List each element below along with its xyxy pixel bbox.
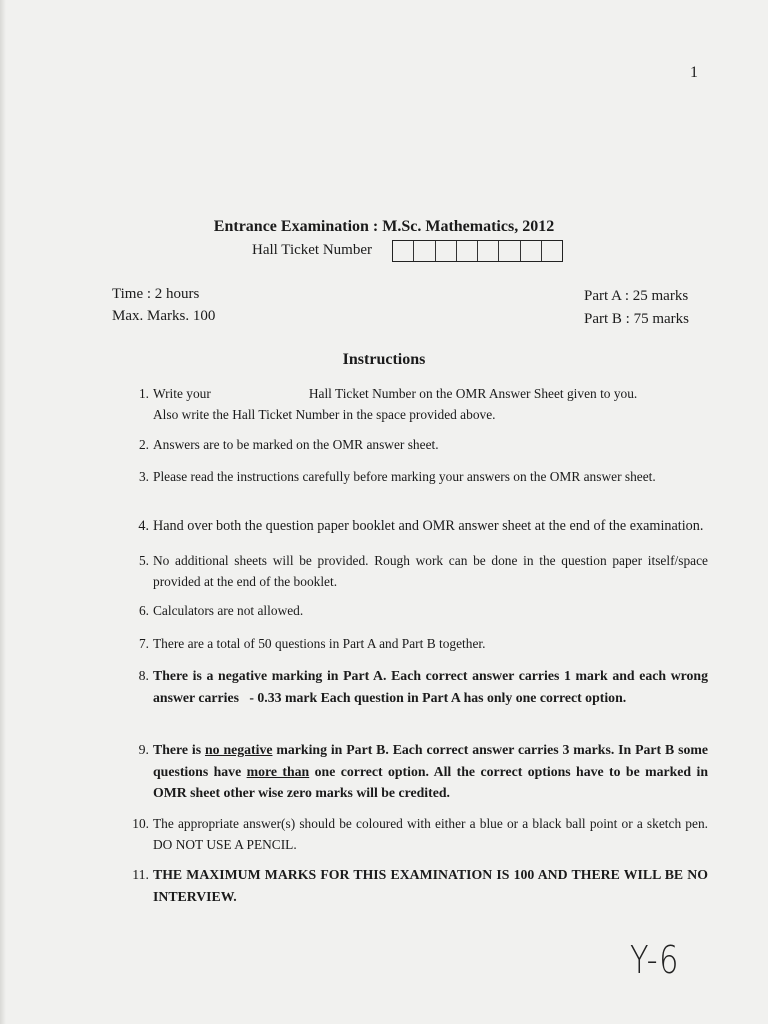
ticket-digit-box	[521, 241, 542, 261]
instruction-number: 8.	[138, 668, 149, 683]
ticket-digit-box	[457, 241, 478, 261]
instruction-item	[120, 550, 708, 592]
handwritten-note: Y-6	[630, 938, 681, 982]
ticket-digit-box	[436, 241, 457, 261]
instruction-text: There are a total of 50 questions in Part A and Part B together.	[153, 636, 486, 651]
instruction-item	[120, 434, 708, 455]
instruction-number: 2.	[138, 437, 149, 452]
instruction-text: Answers are to be marked on the OMR answer sheet.	[153, 437, 439, 452]
ticket-digit-box	[478, 241, 499, 261]
instruction-number: 3.	[138, 469, 149, 484]
page-number: 1	[690, 64, 698, 81]
instruction-text: Please read the instructions carefully before marking your answers on the OMR answer sheet.	[153, 469, 656, 484]
instruction-number: 9.	[138, 742, 149, 757]
instruction-text: Write your	[153, 386, 211, 401]
instruction-number: 4.	[138, 518, 149, 534]
time-duration: Time : 2 hours	[112, 286, 200, 302]
ticket-digit-box	[393, 241, 414, 261]
instruction-item	[120, 633, 708, 654]
instruction-number: 10.	[132, 816, 149, 831]
instruction-item	[120, 516, 752, 537]
instruction-text: There is a negative marking in Part A. Each correct answer carries 1 mark and each wrong answer carries	[153, 668, 708, 705]
instruction-number: 5.	[138, 553, 149, 568]
instruction-number: 7.	[138, 636, 149, 651]
max-marks: Max. Marks. 100	[112, 308, 216, 324]
instruction-text: There is	[153, 742, 202, 757]
part-b-marks: Part B : 75 marks	[584, 311, 689, 327]
ticket-digit-box	[542, 241, 562, 261]
instruction-item	[120, 739, 708, 804]
instruction-text: Hand over both the question paper booklet and OMR answer sheet at the end of the examination.	[153, 518, 704, 534]
instruction-text: The appropriate answer(s) should be coloured with either a blue or a black ball point or a sketch pen. DO NOT USE A PENCIL.	[153, 816, 708, 852]
instruction-item	[120, 813, 708, 855]
ticket-digit-box	[414, 241, 435, 261]
instruction-number: 6.	[138, 603, 149, 618]
exam-title: Entrance Examination : M.Sc. Mathematics, 2012	[213, 218, 555, 235]
ticket-digit-box	[499, 241, 520, 261]
hall-ticket-number-boxes	[392, 240, 563, 262]
instructions-heading: Instructions	[342, 351, 426, 368]
instruction-item	[120, 383, 708, 425]
instruction-text: Also write the Hall Ticket Number in the space provided above.	[153, 407, 496, 422]
instruction-text: No additional sheets will be provided. Rough work can be done in the question paper itself/space provided at the end of the booklet.	[153, 553, 708, 589]
instruction-text: Calculators are not allowed.	[153, 603, 304, 618]
negative-mark-value: - 0.33 mark	[249, 689, 318, 705]
instruction-item	[120, 466, 708, 487]
instruction-text: marking in Part B. Each correct answer carries 3 marks. In Part B some questions have	[153, 742, 708, 779]
instruction-text: Each question in Part A has only one correct option.	[320, 689, 627, 705]
instruction-text: Hall Ticket Number on the OMR Answer Sheet given to you.	[308, 386, 638, 401]
instruction-number: 11.	[132, 867, 149, 882]
hall-ticket-label: Hall Ticket Number	[252, 242, 372, 258]
instruction-number: 1.	[138, 386, 149, 401]
instruction-item	[120, 864, 708, 907]
instruction-item	[120, 665, 708, 708]
instruction-item	[120, 600, 708, 621]
scan-edge-shadow	[0, 0, 6, 1024]
instruction-text: THE MAXIMUM MARKS FOR THIS EXAMINATION IS 100 AND THERE WILL BE NO INTERVIEW.	[153, 867, 708, 904]
underlined-text: no negative	[204, 742, 273, 757]
instruction-text: one correct option. All the correct options have to be marked in OMR sheet other wise zero marks will be credited.	[153, 763, 708, 800]
part-a-marks: Part A : 25 marks	[584, 288, 689, 304]
underlined-text: more than	[246, 763, 310, 779]
